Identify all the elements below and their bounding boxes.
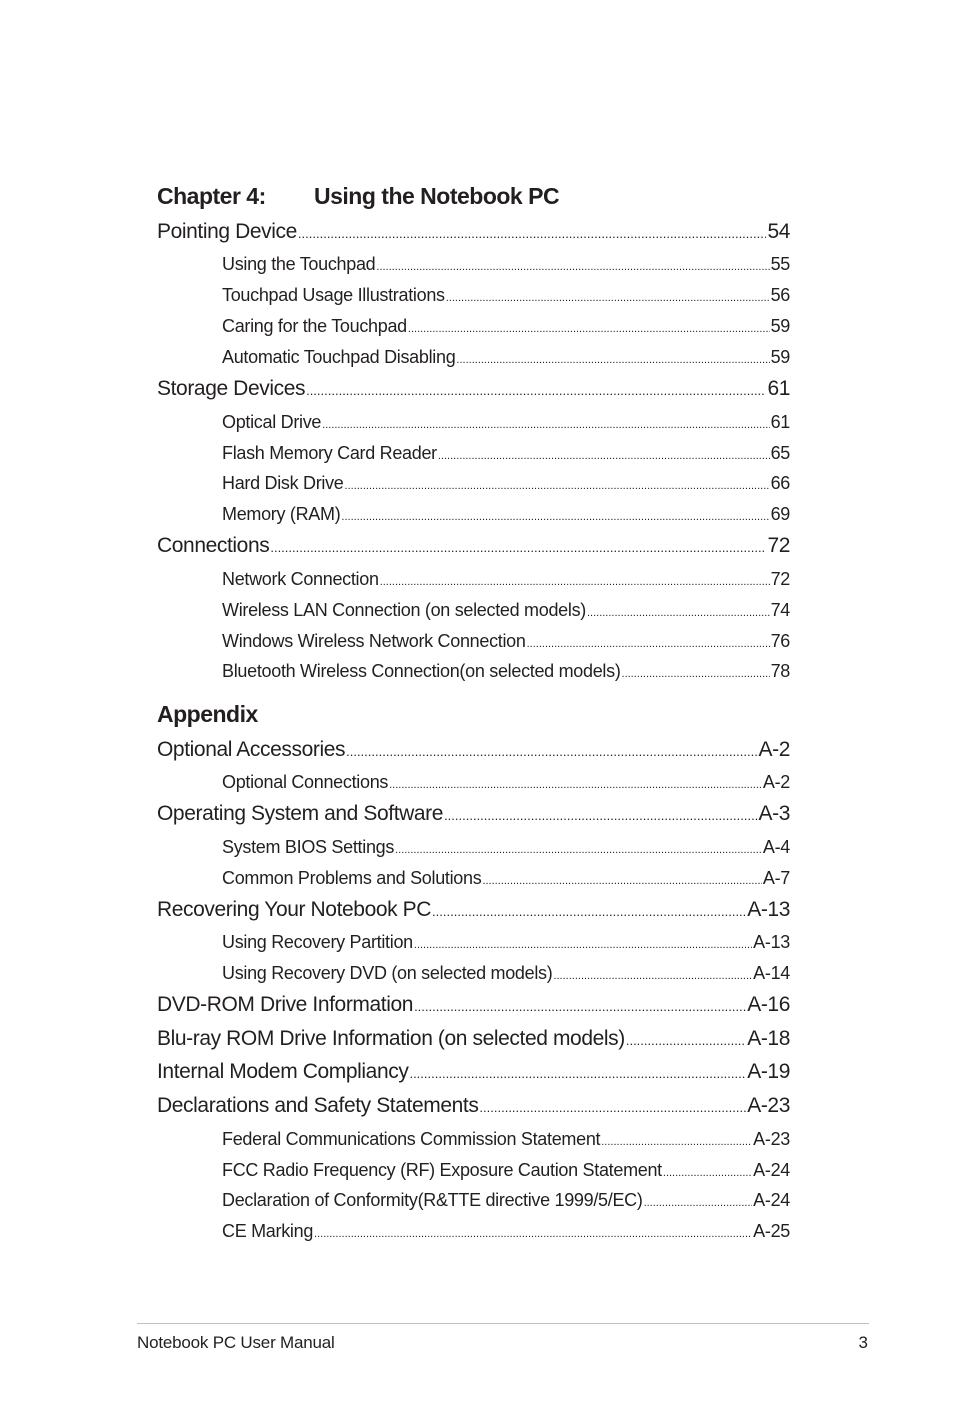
- entry-title: Windows Wireless Network Connection: [222, 631, 526, 651]
- footer-page-number: 3: [858, 1333, 868, 1352]
- footer-manual-title: Notebook PC User Manual: [137, 1333, 335, 1352]
- toc-entry-os-software[interactable]: [157, 802, 790, 826]
- toc-entry-network-connection[interactable]: [222, 569, 790, 590]
- dot-leader: [322, 419, 769, 431]
- dot-leader: [644, 1197, 753, 1209]
- toc-entry-declaration-conformity[interactable]: [222, 1190, 790, 1211]
- entry-page: A-2: [762, 772, 790, 792]
- toc-entry-auto-touchpad-disabling[interactable]: [222, 347, 790, 368]
- entry-page: 66: [770, 473, 790, 493]
- entry-title: Memory (RAM): [222, 504, 341, 524]
- entry-title: Connections: [157, 534, 270, 557]
- toc-entry-bluray-rom-info[interactable]: [157, 1027, 790, 1051]
- entry-title: Declarations and Safety Statements: [157, 1094, 479, 1117]
- toc-entry-common-problems[interactable]: [222, 868, 790, 889]
- dot-leader: [479, 1100, 746, 1115]
- dot-leader: [314, 1228, 752, 1240]
- dot-leader: [456, 354, 769, 366]
- entry-page: A-13: [753, 932, 790, 952]
- entry-page: A-13: [747, 898, 790, 921]
- dot-leader: [409, 1066, 746, 1081]
- entry-title: Internal Modem Compliancy: [157, 1060, 409, 1083]
- entry-page: A-24: [753, 1190, 790, 1210]
- dot-leader: [553, 970, 752, 982]
- entry-page: A-18: [747, 1027, 790, 1050]
- entry-page: 65: [770, 443, 790, 463]
- dot-leader: [527, 638, 770, 650]
- dot-leader: [663, 1167, 752, 1179]
- dot-leader: [389, 779, 762, 791]
- toc-entry-declarations-safety[interactable]: [157, 1094, 790, 1118]
- entry-title: Blu-ray ROM Drive Information (on selected models): [157, 1027, 625, 1050]
- dot-leader: [446, 292, 770, 304]
- appendix-heading: Appendix: [157, 701, 258, 727]
- entry-page: A-24: [753, 1160, 790, 1180]
- entry-page: A-14: [753, 963, 790, 983]
- entry-title: Flash Memory Card Reader: [222, 443, 437, 463]
- dot-leader: [587, 607, 770, 619]
- entry-title: Hard Disk Drive: [222, 473, 344, 493]
- dot-leader: [270, 540, 766, 555]
- entry-title: Using the Touchpad: [222, 254, 376, 274]
- entry-title: Recovering Your Notebook PC: [157, 898, 432, 921]
- entry-page: A-23: [747, 1094, 790, 1117]
- entry-page: 61: [767, 377, 790, 400]
- entry-title: Declaration of Conformity(R&TTE directive 1999/5/EC): [222, 1190, 643, 1210]
- chapter-number: Chapter 4:: [157, 183, 266, 209]
- toc-entry-optional-connections[interactable]: [222, 772, 790, 793]
- toc-entry-windows-wireless[interactable]: [222, 631, 790, 652]
- dot-leader: [346, 744, 757, 759]
- toc-entry-dvd-rom-info[interactable]: [157, 993, 790, 1017]
- entry-title: FCC Radio Frequency (RF) Exposure Caution Statement: [222, 1160, 662, 1180]
- entry-page: 72: [767, 534, 790, 557]
- toc-entry-ce-marking[interactable]: [222, 1221, 790, 1242]
- entry-title: Storage Devices: [157, 377, 306, 400]
- entry-title: Caring for the Touchpad: [222, 316, 407, 336]
- entry-page: 54: [767, 220, 790, 243]
- dot-leader: [408, 323, 770, 335]
- entry-title: Touchpad Usage Illustrations: [222, 285, 445, 305]
- entry-title: Federal Communications Commission Statement: [222, 1129, 601, 1149]
- toc-entry-optional-accessories[interactable]: [157, 738, 790, 762]
- entry-title: Using Recovery DVD (on selected models): [222, 963, 553, 983]
- footer-divider: [137, 1323, 869, 1324]
- dot-leader: [345, 480, 770, 492]
- entry-page: A-23: [753, 1129, 790, 1149]
- toc-entry-fcc-statement[interactable]: [222, 1129, 790, 1150]
- entry-title: System BIOS Settings: [222, 837, 395, 857]
- toc-entry-fcc-rf-exposure[interactable]: [222, 1160, 790, 1181]
- entry-page: A-2: [758, 738, 790, 761]
- toc-entry-bluetooth[interactable]: [222, 661, 790, 682]
- entry-page: A-16: [747, 993, 790, 1016]
- toc-entry-recovering-notebook[interactable]: [157, 898, 790, 922]
- entry-page: 74: [770, 600, 790, 620]
- entry-title: Bluetooth Wireless Connection(on selected models): [222, 661, 621, 681]
- entry-title: Optional Accessories: [157, 738, 346, 761]
- toc-entry-wireless-lan[interactable]: [222, 600, 790, 621]
- chapter-title: Using the Notebook PC: [314, 183, 560, 209]
- entry-title: Pointing Device: [157, 220, 297, 243]
- toc-entry-storage-devices[interactable]: [157, 377, 790, 401]
- entry-page: 61: [770, 412, 790, 432]
- entry-title: Operating System and Software: [157, 802, 444, 825]
- entry-page: 78: [770, 661, 790, 681]
- dot-leader: [376, 261, 769, 273]
- toc-entry-using-touchpad[interactable]: [222, 254, 790, 275]
- entry-page: A-3: [758, 802, 790, 825]
- toc-entry-connections[interactable]: [157, 534, 790, 558]
- entry-page: 76: [770, 631, 790, 651]
- entry-title: Wireless LAN Connection (on selected models): [222, 600, 586, 620]
- entry-page: 56: [770, 285, 790, 305]
- entry-title: Using Recovery Partition: [222, 932, 413, 952]
- entry-title: Automatic Touchpad Disabling: [222, 347, 456, 367]
- dot-leader: [395, 844, 762, 856]
- dot-leader: [601, 1136, 752, 1148]
- toc-entry-memory-ram[interactable]: [222, 504, 790, 525]
- chapter-heading: [157, 183, 559, 210]
- dot-leader: [414, 939, 752, 951]
- entry-page: 69: [770, 504, 790, 524]
- entry-page: 72: [770, 569, 790, 589]
- dot-leader: [306, 383, 766, 398]
- toc-entry-bios-settings[interactable]: [222, 837, 790, 858]
- entry-title: Optical Drive: [222, 412, 322, 432]
- entry-title: Optional Connections: [222, 772, 389, 792]
- toc-entry-touchpad-usage[interactable]: [222, 285, 790, 306]
- entry-page: A-4: [762, 837, 790, 857]
- toc-entry-recovery-partition[interactable]: [222, 932, 790, 953]
- entry-page: A-7: [762, 868, 790, 888]
- toc-entry-pointing-device[interactable]: [157, 220, 790, 244]
- dot-leader: [380, 576, 770, 588]
- entry-page: 55: [770, 254, 790, 274]
- entry-title: Network Connection: [222, 569, 379, 589]
- toc-entry-caring-touchpad[interactable]: [222, 316, 790, 337]
- entry-page: A-25: [753, 1221, 790, 1241]
- dot-leader: [341, 511, 769, 523]
- dot-leader: [414, 999, 746, 1014]
- toc-entry-optical-drive[interactable]: [222, 412, 790, 433]
- dot-leader: [298, 226, 767, 241]
- entry-page: 59: [770, 347, 790, 367]
- dot-leader: [626, 1033, 746, 1048]
- entry-page: 59: [770, 316, 790, 336]
- dot-leader: [622, 668, 770, 680]
- dot-leader: [482, 875, 761, 887]
- entry-title: CE Marking: [222, 1221, 314, 1241]
- dot-leader: [438, 450, 770, 462]
- toc-entry-hard-disk-drive[interactable]: [222, 473, 790, 494]
- dot-leader: [444, 808, 757, 823]
- toc-entry-internal-modem[interactable]: [157, 1060, 790, 1084]
- entry-title: Common Problems and Solutions: [222, 868, 482, 888]
- toc-entry-flash-memory-reader[interactable]: [222, 443, 790, 464]
- entry-page: A-19: [747, 1060, 790, 1083]
- dot-leader: [432, 904, 746, 919]
- entry-title: DVD-ROM Drive Information: [157, 993, 414, 1016]
- toc-entry-recovery-dvd[interactable]: [222, 963, 790, 984]
